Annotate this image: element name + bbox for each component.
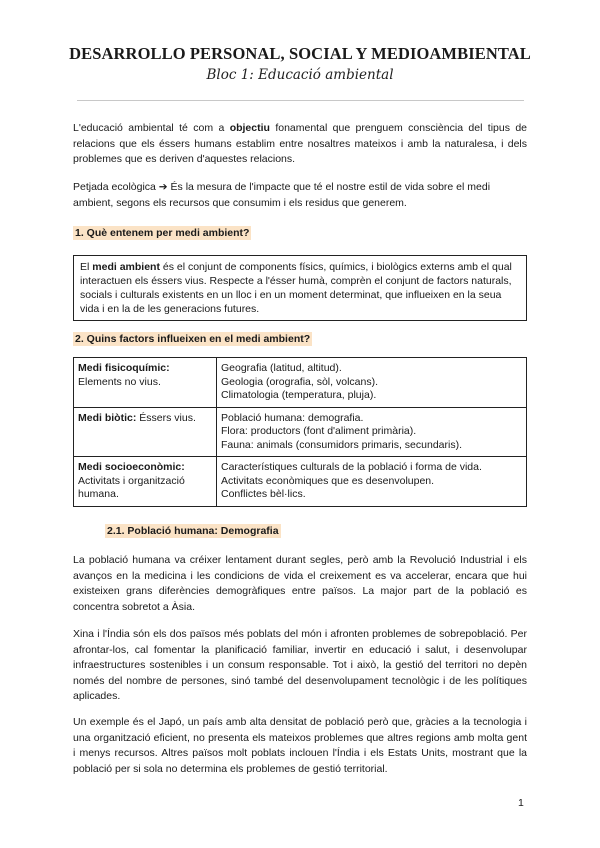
footprint-paragraph: Petjada ecològica ➔ És la mesura de l'impacte que té el nostre estil de vida sobre el medi ambient, segons els recursos que consumim i els residus que generem. (73, 181, 491, 209)
factor-name-cell: Medi biòtic: Éssers vius. (74, 407, 217, 457)
paragraph-population: La població humana va créixer lentament durant segles, però amb la Revolució Industrial i els avanços en la medicina i les condicions de vida el creixement es va accelerar, encara que hui existeixen grans diferències demogràfiques entre països. La major part de la població es concentra sobretot a Àsia. (73, 554, 527, 613)
section-2-1-heading: 2.1. Població humana: Demografia (107, 525, 279, 537)
document-title: DESARROLLO PERSONAL, SOCIAL Y MEDIOAMBIENTAL (69, 44, 531, 63)
factor-name-cell: Medi socioeconòmic: Activitats i organització humana. (74, 457, 217, 507)
factor-items-cell: Població humana: demografia. Flora: productors (font d'aliment primària). Fauna: animals (consumidors primaris, secundaris). (217, 407, 527, 457)
table-row (74, 358, 527, 408)
section-2-heading: 2. Quins factors influeixen en el medi ambient? (75, 333, 311, 345)
section-1-heading: 1. Què entenem per medi ambient? (75, 227, 250, 239)
table-row (74, 457, 527, 507)
page-number: 1 (518, 797, 524, 809)
paragraph-china-india: Xina i l'Índia són els dos països més poblats del món i afronten problemes de sobrepoblació. Per afrontar-los, cal fomentar la planificació familiar, invertir en educació i salut, i desenvolupar infraestructures sostenibles i un consum responsable. Tot i això, la gestió del territori no depèn només del nombre de persones, sinó també del desenvolupament tecnològic i de les polítiques aplicades. (73, 628, 527, 702)
title-divider (77, 100, 524, 101)
factor-items-cell: Característiques culturals de la població i forma de vida. Activitats econòmiques que es desenvolupen. Conflictes bèl·lics. (217, 457, 527, 507)
definition-box: El medi ambient és el conjunt de components físics, químics, i biològics externs amb el qual interactuen els éssers vius. Respecte a l'ésser humà, comprèn el conjunt de factors naturals, socials i culturals existents en un lloc i en un moment determinat, que influeixen en la seua vida i en la de les generacions futures. (73, 255, 527, 321)
paragraph-japan: Un exemple és el Japó, un país amb alta densitat de població però que, gràcies a la tecnologia i una organització eficient, no presenta els mateixos problemes que altres regions amb molta gent i menys recursos. Altres països molt poblats inclouen l'Índia i els Estats Units, mostrant que la població per si sola no determina els problemes de gestió territorial. (73, 716, 527, 775)
factor-name-cell: Medi fisicoquímic: Elements no vius. (74, 358, 217, 408)
intro-paragraph: L'educació ambiental té com a objectiu fonamental que prenguem consciència del tipus de relacions que els éssers humans establim entre nosaltres mateixos i amb la naturalesa, i dels problemes que es deriven d'aquestes relacions. (73, 122, 528, 165)
table-row (74, 407, 527, 457)
factor-items-cell: Geografia (latitud, altitud). Geologia (orografia, sòl, volcans). Climatologia (temperatura, pluja). (217, 358, 527, 408)
factors-table (73, 357, 527, 507)
document-subtitle: Bloc 1: Educació ambiental (206, 67, 394, 83)
